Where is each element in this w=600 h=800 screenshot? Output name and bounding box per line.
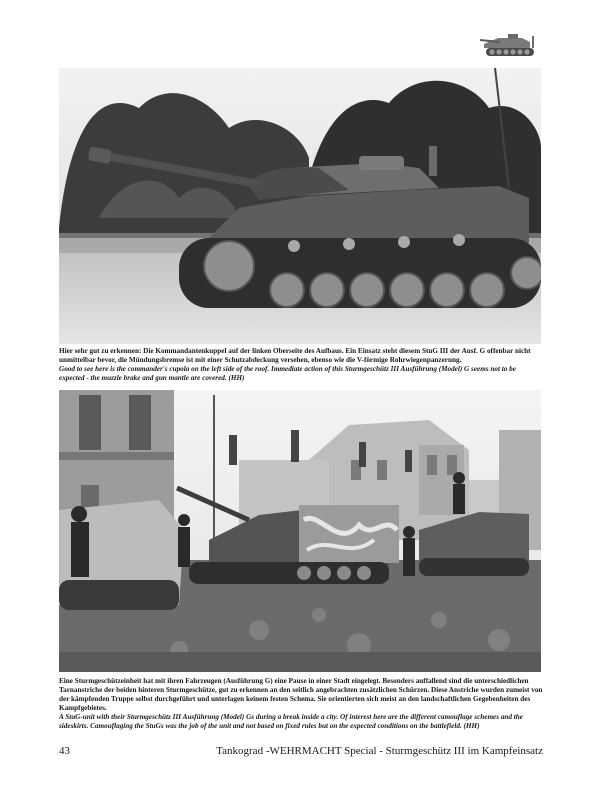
photo-stug-field — [59, 68, 541, 344]
page-number: 43 — [59, 745, 70, 757]
running-title: Tankograd -WEHRMACHT Special - Sturmgeschütz III im Kampfeinsatz — [216, 745, 543, 757]
photo-stug-unit-city — [59, 390, 541, 672]
caption-bottom-english: A StuG-unit with their Sturmgeschütz III Ausführung (Model) Gs during a break inside a city. Of interest here are the different camouflage schemes and the sideskirts. Camouflaging the StuGs was the job of the unit and not based on fixed rules but on the expected conditions on the battlefield. (HH) — [59, 713, 523, 731]
caption-top-english: Good to see here is the commander's cupola on the left side of the roof. Immediate action of this Sturmgeschütz III Ausführung (Model) G seems not to be expected - the muzzle brake and gun mantle are covered. (HH) — [59, 365, 516, 383]
caption-top-german: Hier sehr gut zu erkennen: Die Kommandantenkuppel auf der linken Oberseite des Aufbaus. Ein Einsatz steht diesem StuG III der Ausf. G offenbar nicht unmittelbar bevor, die Mündungsbremse ist mit einer Schutzabdeckung versehen, ebenso wie die V-förmige Rohrwiegenpanzerung. — [59, 347, 531, 365]
caption-bottom-german: Eine Sturmgeschützeinheit hat mit ihren Fahrzeugen (Ausführung G) eine Pause in einer Stadt eingelegt. Besonders auffallend sind die unterschiedlichen Tarnanstriche der beiden hinteren Sturmgeschütze, gut zu erkennen an den seitlich angebrachten zusätzlichen Schürzen. Diese Anstriche wurden zumeist von der kämpfenden Truppe selbst durchgeführt und unterlagen keinem festen Schema. Sie orientierten sich meist an den landschaftlichen Gegebenheiten des Kampfgebietes. — [59, 677, 543, 713]
caption-top — [59, 347, 543, 383]
caption-bottom — [59, 677, 543, 732]
tank-silhouette-icon — [478, 26, 544, 62]
